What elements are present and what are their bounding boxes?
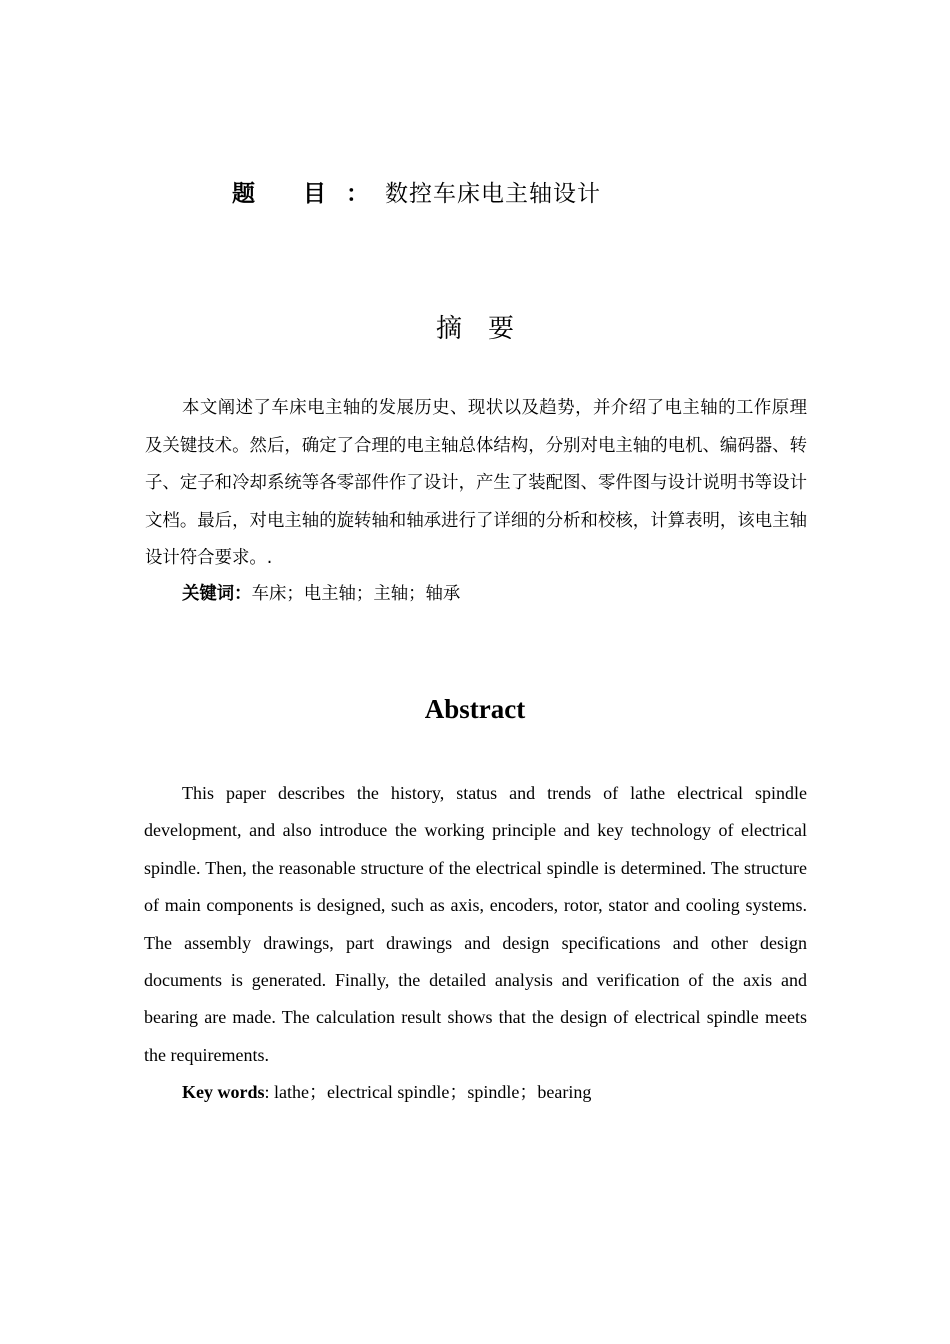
chinese-keywords-value: 车床；电主轴；主轴；轴承 [251, 584, 461, 604]
thesis-title-line [232, 174, 601, 208]
chinese-abstract-body: 本文阐述了车床电主轴的发展历史、现状以及趋势，并介绍了电主轴的工作原理及关键技术。然后，确定了合理的电主轴总体结构，分别对电主轴的电机、编码器、转子、定子和冷却系统等各零部件作了设计，产生了装配图、零件图与设计说明书等设计文档。最后，对电主轴的旋转轴和轴承进行了详细的分析和校核，计算表明，该电主轴设计符合要求。. [145, 398, 807, 569]
chinese-keywords [182, 576, 460, 614]
thesis-title-label: 题 目： [232, 180, 390, 207]
english-keywords-value: : lathe；electrical spindle；spindle；bearing [264, 1082, 592, 1102]
english-abstract-heading: Abstract [424, 694, 526, 724]
chinese-keywords-label: 关键词： [182, 584, 252, 604]
english-keywords-label: Key words [182, 1082, 265, 1102]
thesis-title-value: 数控车床电主轴设计 [385, 180, 601, 207]
english-abstract-body: This paper describes the history, status and trends of lathe electrical spindle development, and also introduce the working principle and key technology of electrical spindle. Then, the reasonable structure of the electrical spindle is determined. The structure of main components is designed, such as axis, encoders, rotor, stator and cooling systems. The assembly drawings, part drawings and design specifications and other design documents is generated. Finally, the detailed analysis and verification of the axis and bearing are made. The calculation result shows that the design of electrical spindle meets the requirements. [144, 783, 807, 1065]
chinese-abstract-heading: 摘要 [435, 314, 540, 344]
english-keywords [182, 1074, 591, 1111]
